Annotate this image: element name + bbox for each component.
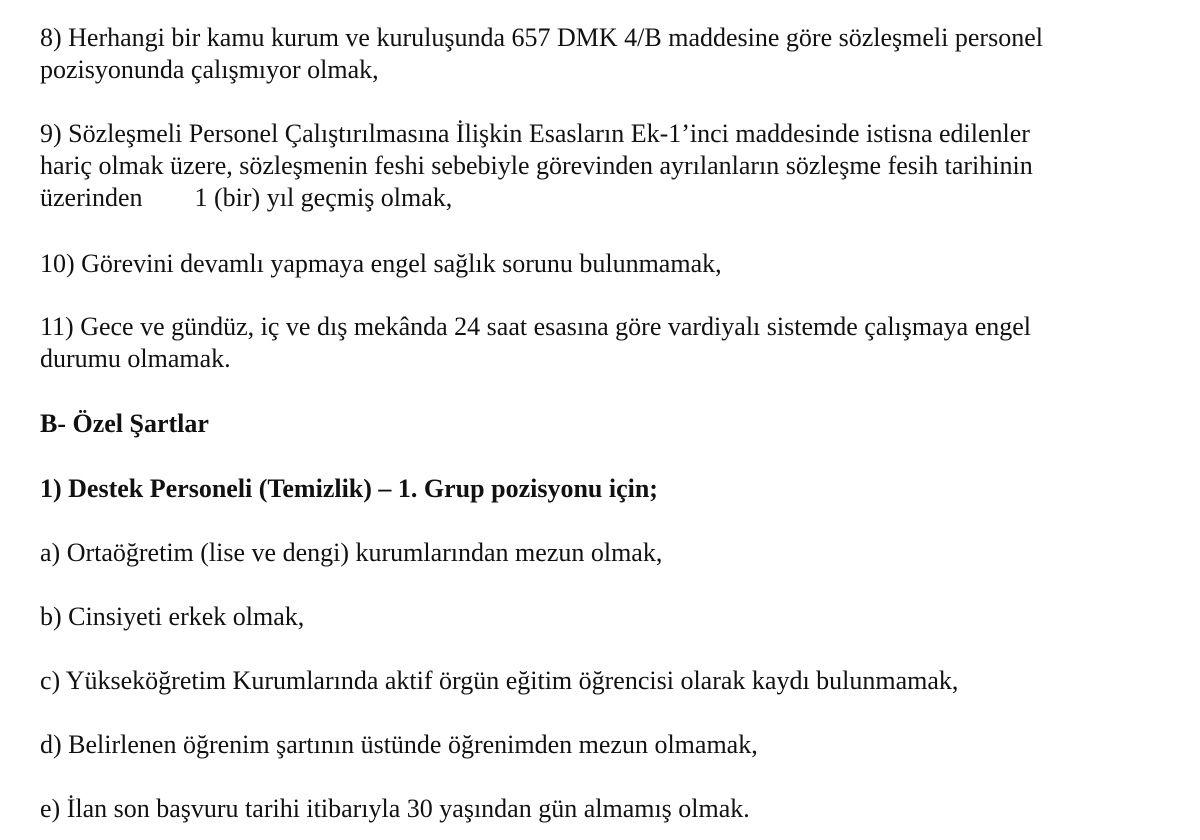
condition-c: c) Yükseköğretim Kurumlarında aktif örgün eğitim öğrencisi olarak kaydı bulunmamak, (40, 666, 959, 695)
subsection-1-heading: 1) Destek Personeli (Temizlik) – 1. Grup pozisyonu için; (40, 474, 658, 503)
item-10-line-1: 10) Görevini devamlı yapmaya engel sağlık sorunu bulunmamak, (40, 249, 722, 278)
item-9-line-3 (40, 182, 1160, 214)
item-11-line-2: durumu olmamak. (40, 344, 231, 373)
item-9-line-3-end: 1 (bir) yıl geçmiş olmak, (194, 183, 453, 212)
item-9-line-3-start: üzerinden (40, 183, 143, 212)
item-10-paragraph (40, 248, 1160, 280)
item-8-line-1: 8) Herhangi bir kamu kurum ve kuruluşunda 657 DMK 4/B maddesine göre sözleşmeli personel (40, 23, 1043, 52)
item-9-line-2: hariç olmak üzere, sözleşmenin feshi sebebiyle görevinden ayrılanların sözleşme fesih tarihinin (40, 151, 1033, 180)
condition-a: a) Ortaöğretim (lise ve dengi) kurumlarından mezun olmak, (40, 538, 663, 567)
item-8-paragraph (40, 22, 1160, 86)
item-11-paragraph (40, 311, 1160, 375)
condition-e: e) İlan son başvuru tarihi itibarıyla 30 yaşından gün almamış olmak. (40, 794, 750, 823)
condition-d: d) Belirlenen öğrenim şartının üstünde öğrenimden mezun olmamak, (40, 730, 758, 759)
item-11-line-1: 11) Gece ve gündüz, iç ve dış mekânda 24 saat esasına göre vardiyalı sistemde çalışmaya engel (40, 312, 1032, 341)
section-b-heading: B- Özel Şartlar (40, 409, 209, 438)
condition-b: b) Cinsiyeti erkek olmak, (40, 602, 305, 631)
item-8-line-2: pozisyonunda çalışmıyor olmak, (40, 55, 379, 84)
item-9-line-1: 9) Sözleşmeli Personel Çalıştırılmasına İlişkin Esasların Ek-1’inci maddesinde istisna edilenler (40, 119, 1030, 148)
item-9-paragraph (40, 118, 1160, 214)
